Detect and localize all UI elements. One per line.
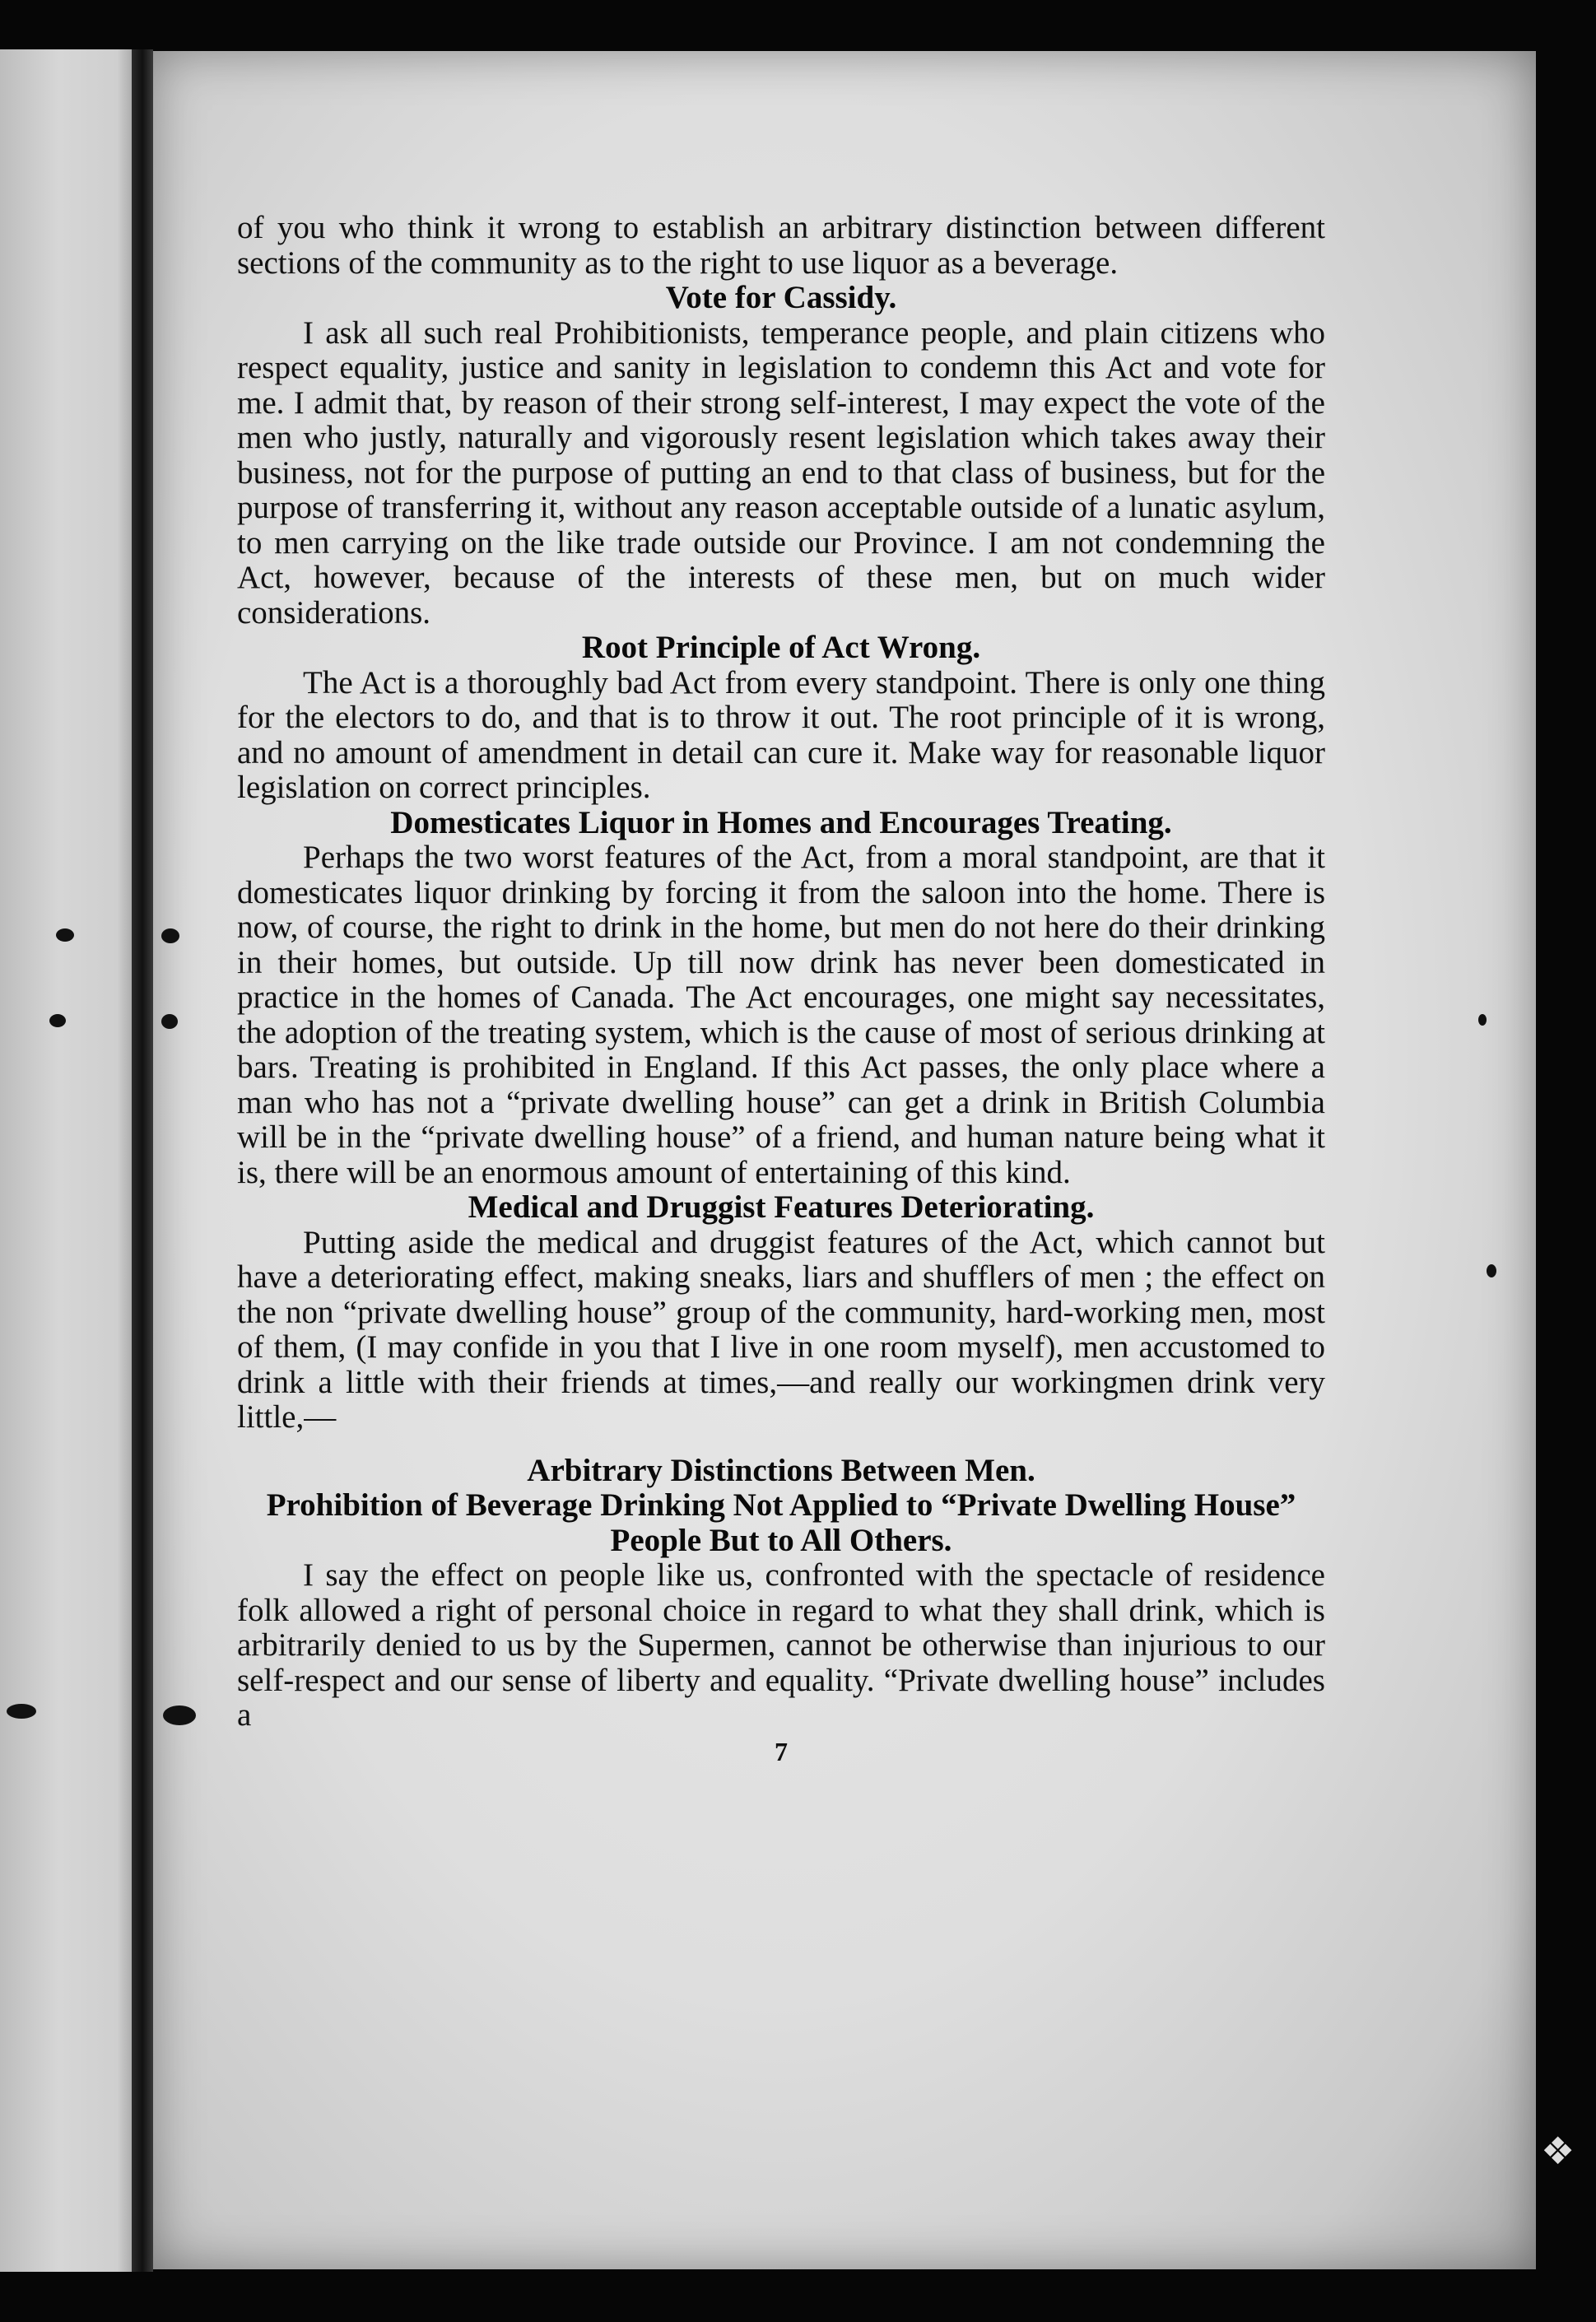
section-heading: Medical and Druggist Features Deteriorating.: [468, 1189, 1095, 1225]
section-heading: Arbitrary Distinctions Between Men.: [527, 1452, 1035, 1488]
page-number: 7: [775, 1736, 788, 1766]
binding-mark: [1487, 1264, 1496, 1277]
book-gutter: [132, 49, 153, 2272]
section-heading: Root Principle of Act Wrong.: [581, 630, 981, 665]
binding-mark: [161, 928, 179, 943]
binding-mark: [49, 1014, 66, 1027]
paragraph: of you who think it wrong to establish an arbitrary distinction between different sections of the community as to the right to use liquor as a beverage.: [237, 210, 1325, 281]
section-heading: Domesticates Liquor in Homes and Encourages Treating.: [390, 804, 1172, 840]
paragraph: Putting aside the medical and druggist features of the Act, which cannot but have a deteriorating effect, making sneaks, liars and shufflers of men ; the effect on the non “private dwelling house” group of the community, hard-working men, most of them, (I may confide in you that I live in one room myself), men accustomed to drink a little with their friends at times,—and really our workingmen drink very little,—: [237, 1224, 1325, 1435]
binding-mark: [163, 1705, 196, 1725]
binding-mark: [161, 1014, 178, 1029]
section-heading: Vote for Cassidy.: [665, 280, 897, 315]
scan-marker-icon: ❖: [1541, 2129, 1575, 2173]
paragraph: Perhaps the two worst features of the Act, from a moral standpoint, are that it domesticates liquor drinking by forcing it from the saloon into the home. There is now, of course, the right to drink in the home, but men do not here do their drinking in their homes, but outside. Up till now drink has never been domesticated in practice in the homes of Canada. The Act encourages, one might say necessitates, the adoption of the treating system, which is the cause of most of serious drinking at bars. Treating is prohibited in England. If this Act passes, the only place where a man who has not a “private dwelling house” can get a drink in British Columbia will be in the “private dwelling house” of a friend, and human nature being what it is, there will be an enormous amount of entertaining of this kind.: [237, 840, 1325, 1190]
paragraph: The Act is a thoroughly bad Act from every standpoint. There is only one thing for the electors to do, and that is to throw it out. The root principle of it is wrong, and no amount of amendment in detail can cure it. Make way for reasonable liquor legislation on correct principles.: [237, 664, 1325, 805]
document-body: [237, 211, 1325, 1768]
facing-page-edge: [0, 49, 147, 2272]
binding-mark: [56, 928, 74, 942]
paragraph: I say the effect on people like us, confronted with the spectacle of residence folk allowed a right of personal choice in regard to what they shall drink, which is arbitrarily denied to us by the Supermen, cannot be otherwise than injurious to our self-respect and our sense of liberty and equality. “Private dwelling house” includes a: [237, 1557, 1325, 1733]
binding-mark: [1478, 1014, 1487, 1026]
binding-mark: [7, 1704, 36, 1719]
paragraph: I ask all such real Prohibitionists, temperance people, and plain citizens who respect equality, justice and sanity in legislation to condemn this Act and vote for me. I admit that, by reason of their strong self-interest, I may expect the vote of the men who justly, naturally and vigorously resent legislation which takes away their business, not for the purpose of putting an end to that class of business, but for the purpose of transferring it, without any reason acceptable outside of a lunatic asylum, to men carrying on the like trade outside our Province. I am not condemning the Act, however, because of the interests of these men, but on much wider considerations.: [237, 314, 1325, 631]
section-subheading: Prohibition of Beverage Drinking Not Applied to “Private Dwelling House” People But to All Others.: [266, 1487, 1296, 1558]
